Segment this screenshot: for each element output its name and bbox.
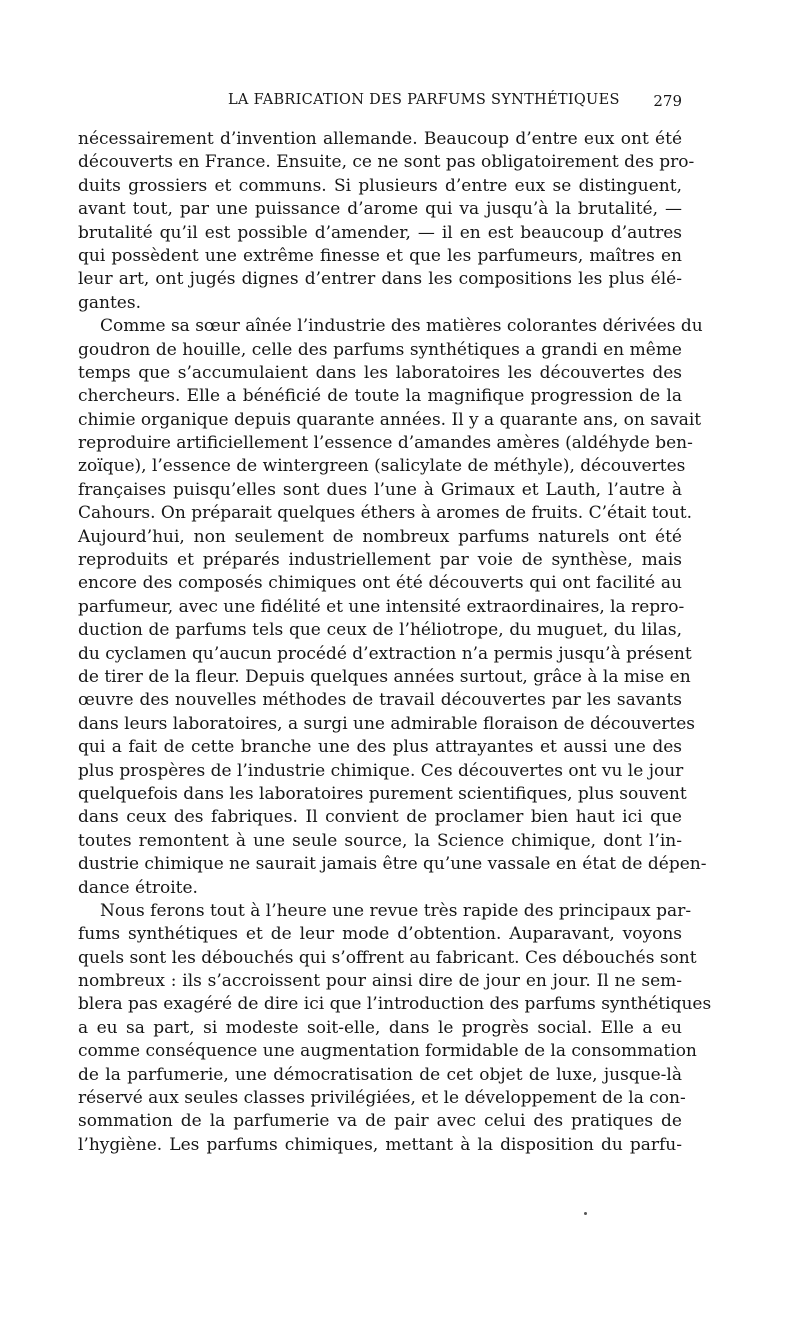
text-line: réservé aux seules classes privilégiées, et le développement de la con- — [78, 1088, 686, 1109]
text-line: de la parfumerie, une démocratisation de cet objet de luxe, jusque-là — [78, 1064, 682, 1085]
paragraph-start-line: Comme sa sœur aînée l’industrie des matières colorantes dérivées du — [100, 316, 703, 337]
text-line: encore des composés chimiques ont été découverts qui ont facilité au — [78, 573, 682, 594]
paper-speck — [584, 1212, 587, 1215]
text-line: dans leurs laboratoires, a surgi une admirable floraison de découvertes — [78, 713, 695, 734]
text-line: nécessairement d’invention allemande. Beaucoup d’entre eux ont été — [78, 129, 682, 149]
text-line: zoïque), l’essence de wintergreen (salicylate de méthyle), découvertes — [78, 456, 686, 477]
text-line: françaises puisqu’elles sont dues l’une à Grimaux et Lauth, l’autre à — [78, 479, 682, 500]
text-line: découverts en France. Ensuite, ce ne sont pas obligatoirement des pro- — [78, 152, 695, 173]
text-line: nombreux : ils s’accroissent pour ainsi dire de jour en jour. Il ne sem- — [78, 971, 682, 992]
text-line: sommation de la parfumerie va de pair avec celui des pratiques de — [78, 1111, 682, 1132]
text-line: Cahours. On préparait quelques éthers à aromes de fruits. C’était tout. — [78, 503, 692, 524]
text-line: plus prospères de l’industrie chimique. Ces découvertes ont vu le jour — [78, 760, 684, 781]
running-title: LA FABRICATION DES PARFUMS SYNTHÉTIQUES — [228, 92, 620, 108]
text-line: l’hygiène. Les parfums chimiques, mettant à la disposition du parfu- — [78, 1134, 682, 1155]
text-line: dans ceux des fabriques. Il convient de proclamer bien haut ici que — [78, 807, 682, 828]
text-line: toutes remontent à une seule source, la Science chimique, dont l’in- — [78, 830, 682, 851]
text-line: œuvre des nouvelles méthodes de travail découvertes par les savants — [78, 690, 682, 711]
running-head — [78, 92, 682, 114]
text-line: duction de parfums tels que ceux de l’héliotrope, du muguet, du lilas, — [78, 620, 682, 641]
text-line: quels sont les débouchés qui s’offrent au fabricant. Ces débouchés sont — [78, 947, 697, 968]
page-number: 279 — [653, 92, 682, 110]
text-line: parfumeur, avec une fidélité et une intensité extraordinaires, la repro- — [78, 596, 685, 617]
text-line: chimie organique depuis quarante années. Il y a quarante ans, on savait — [78, 409, 702, 430]
text-line: dustrie chimique ne saurait jamais être qu’une vassale en état de dépen- — [78, 854, 707, 875]
text-line: qui a fait de cette branche une des plus attrayantes et aussi une des — [78, 737, 682, 758]
text-line: duits grossiers et communs. Si plusieurs d’entre eux se distinguent, — [78, 175, 682, 196]
text-line: reproduits et préparés industriellement par voie de synthèse, mais — [78, 550, 682, 571]
text-line: blera pas exagéré de dire ici que l’introduction des parfums synthétiques — [78, 994, 712, 1015]
text-line: quelquefois dans les laboratoires purement scientifiques, plus souvent — [78, 783, 687, 804]
text-line: reproduire artificiellement l’essence d’amandes amères (aldéhyde ben- — [78, 433, 693, 454]
text-line: a eu sa part, si modeste soit-elle, dans le progrès social. Elle a eu — [78, 1017, 682, 1038]
text-line: gantes. — [78, 292, 141, 313]
text-line: Aujourd’hui, non seulement de nombreux parfums naturels ont été — [78, 526, 682, 547]
text-line: chercheurs. Elle a bénéficié de toute la magnifique progression de la — [78, 386, 682, 407]
text-line: du cyclamen qu’aucun procédé d’extraction n’a permis jusqu’à présent — [78, 643, 692, 664]
text-line: leur art, ont jugés dignes d’entrer dans les compositions les plus élé- — [78, 269, 682, 290]
text-line: avant tout, par une puissance d’arome qui va jusqu’à la brutalité, — — [78, 199, 682, 220]
text-line: temps que s’accumulaient dans les laboratoires les découvertes des — [78, 362, 682, 383]
text-line: fums synthétiques et de leur mode d’obtention. Auparavant, voyons — [78, 924, 682, 945]
body-text — [78, 128, 712, 1157]
text-line: brutalité qu’il est possible d’amender, — il en est beaucoup d’autres — [78, 222, 682, 243]
paragraph-start-line: Nous ferons tout à l’heure une revue très rapide des principaux par- — [100, 900, 692, 921]
text-line: dance étroite. — [78, 877, 198, 898]
text-line: qui possèdent une extrême finesse et que les parfumeurs, maîtres en — [78, 245, 682, 266]
text-line: de tirer de la fleur. Depuis quelques années surtout, grâce à la mise en — [78, 666, 691, 687]
text-line: comme conséquence une augmentation formidable de la consommation — [78, 1041, 697, 1062]
text-line: goudron de houille, celle des parfums synthétiques a grandi en même — [78, 339, 682, 360]
